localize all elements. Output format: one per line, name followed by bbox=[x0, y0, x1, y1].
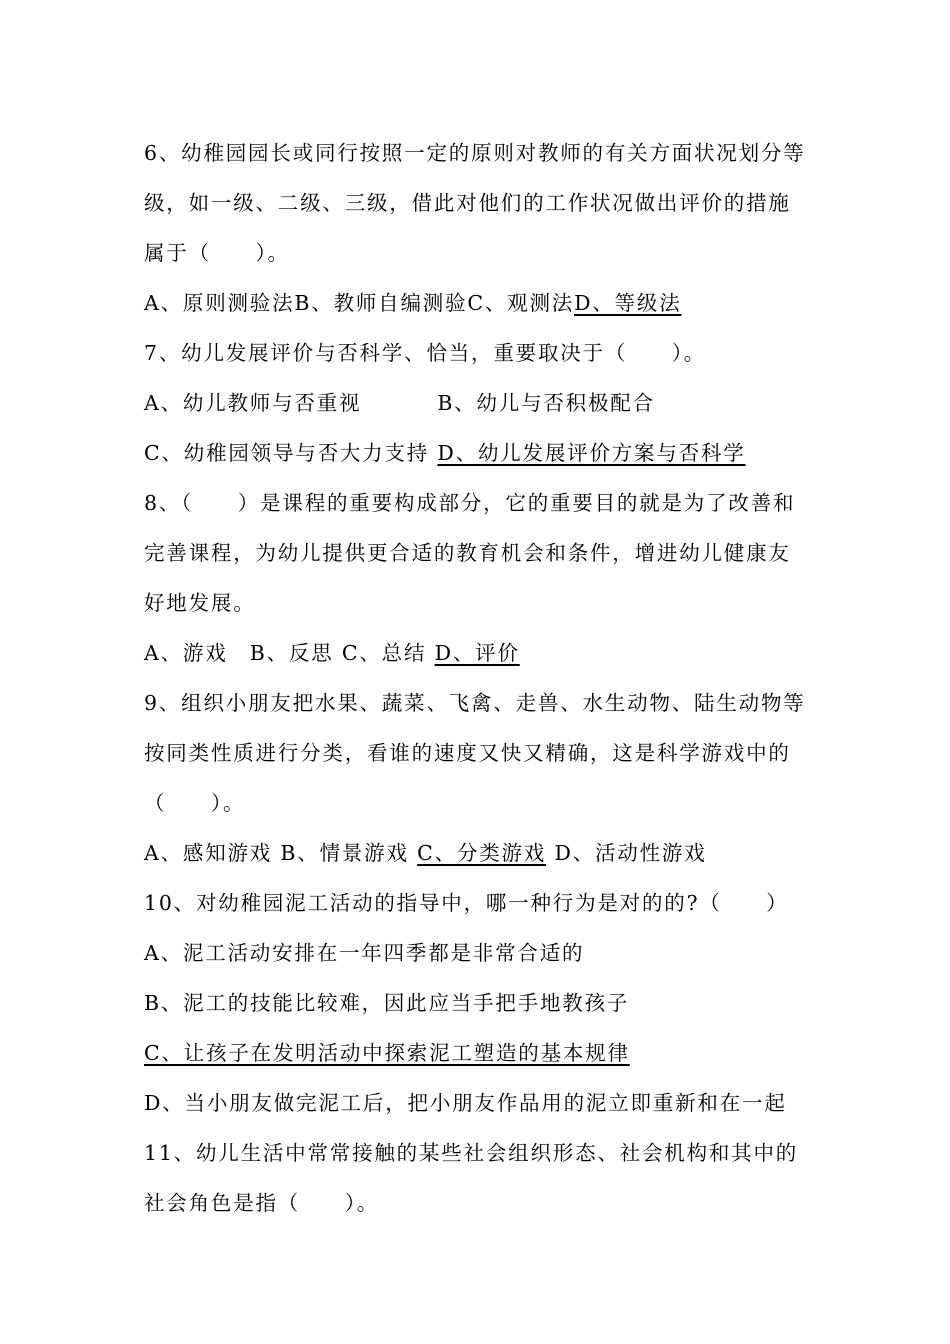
question-9-options bbox=[144, 828, 808, 878]
question-6-answer: D、等级法 bbox=[574, 291, 682, 315]
question-7-option-a: A、幼儿教师与否重视 bbox=[144, 391, 362, 415]
question-7-answer: D、幼儿发展评价方案与否科学 bbox=[437, 441, 746, 465]
question-10-option-d: D、当小朋友做完泥工后，把小朋友作品用的泥立即重新和在一起 bbox=[144, 1091, 787, 1115]
question-list bbox=[144, 128, 808, 1228]
question-6-line-3: 属于（ ）。 bbox=[144, 241, 290, 265]
question-9-options-before: A、感知游戏 B、情景游戏 bbox=[144, 841, 409, 865]
question-8-options bbox=[144, 628, 808, 678]
question-11-line-1: 11、幼儿生活中常常接触的某些社会组织形态、社会机构和其中的 bbox=[144, 1141, 799, 1165]
question-7-stem: 7、幼儿发展评价与否科学、恰当，重要取决于（ ）。 bbox=[144, 341, 707, 365]
question-6-options bbox=[144, 278, 808, 328]
question-10-answer-line bbox=[144, 1028, 808, 1078]
question-6-line-1: 6、幼稚园园长或同行按照一定的原则对教师的有关方面状况划分等 bbox=[144, 141, 806, 165]
question-10-option-a: A、泥工活动安排在一年四季都是非常合适的 bbox=[144, 941, 585, 965]
question-10-option-b: B、泥工的技能比较难，因此应当手把手地教孩子 bbox=[144, 991, 630, 1015]
question-7-options-ab bbox=[144, 378, 808, 428]
question-8-line-2: 完善课程，为幼儿提供更合适的教育机会和条件，增进幼儿健康友 bbox=[144, 541, 791, 565]
question-9-answer: C、分类游戏 bbox=[417, 841, 547, 865]
question-10-stem: 10、对幼稚园泥工活动的指导中，哪一种行为是对的的?（ ） bbox=[144, 891, 789, 915]
question-8-line-1: 8、（ ）是课程的重要构成部分，它的重要目的就是为了改善和 bbox=[144, 491, 796, 515]
question-7-options-cd bbox=[144, 428, 808, 478]
question-6-line-2: 级，如一级、二级、三级，借此对他们的工作状况做出评价的措施 bbox=[144, 191, 791, 215]
question-6-options-text: A、原则测验法B、教师自编测验C、观测法 bbox=[144, 291, 575, 315]
question-10-answer: C、让孩子在发明活动中探索泥工塑造的基本规律 bbox=[144, 1041, 630, 1065]
question-11-line-2: 社会角色是指（ ）。 bbox=[144, 1191, 380, 1215]
question-8-answer: D、评价 bbox=[434, 641, 520, 665]
question-8-options-text: A、游戏 B、反思 C、总结 bbox=[144, 641, 427, 665]
question-7-option-c: C、幼稚园领导与否大力支持 bbox=[144, 441, 430, 465]
question-7-option-b: B、幼儿与否积极配合 bbox=[437, 391, 655, 415]
question-8-line-3: 好地发展。 bbox=[144, 591, 256, 615]
question-9-line-2: 按同类性质进行分类，看谁的速度又快又精确，这是科学游戏中的 bbox=[144, 741, 791, 765]
question-9-line-3: （ ）。 bbox=[144, 791, 246, 815]
question-9-options-after: D、活动性游戏 bbox=[554, 841, 707, 865]
question-9-line-1: 9、组织小朋友把水果、蔬菜、飞禽、走兽、水生动物、陆生动物等 bbox=[144, 691, 806, 715]
